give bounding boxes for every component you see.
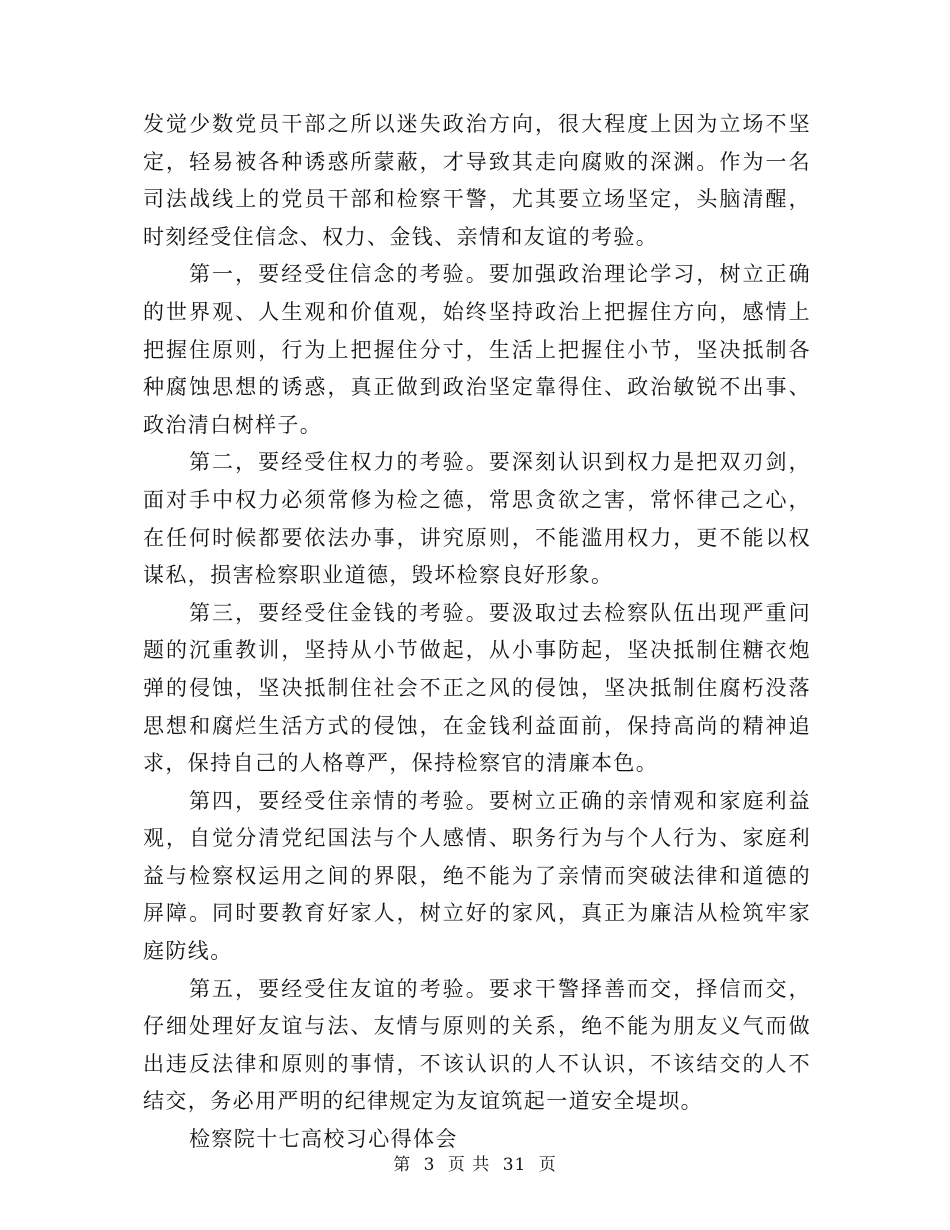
footer-suffix: 页 (538, 1155, 557, 1175)
paragraph-first: 第一，要经受住信念的考验。要加强政治理论学习，树立正确的世界观、人生观和价值观，始终坚持政治上把握住方向，感情上把握住原则，行为上把握住分寸，生活上把握住小节，坚决抵制各种腐蚀思想的诱惑，真正做到政治坚定靠得住、政治敏锐不出事、政治清白树样子。 (143, 262, 811, 437)
footer-current-page: 3 (423, 1155, 436, 1175)
paragraph-second: 第二，要经受住权力的考验。要深刻认识到权力是把双刃剑，面对手中权力必须常修为检之德，常思贪欲之害，常怀律己之心，在任何时候都要依法办事，讲究原则，不能滥用权力，更不能以权谋私，损害检察职业道德，毁坏检察良好形象。 (143, 450, 811, 588)
page-footer (0, 1150, 950, 1175)
footer-middle: 页 共 (447, 1155, 491, 1175)
paragraph-intro: 发觉少数党员干部之所以迷失政治方向，很大程度上因为立场不坚定，轻易被各种诱惑所蒙蔽，才导致其走向腐败的深渊。作为一名司法战线上的党员干部和检察干警，尤其要立场坚定，头脑清醒，时刻经受住信念、权力、金钱、亲情和友谊的考验。 (143, 112, 811, 249)
paragraph-fourth: 第四，要经受住亲情的考验。要树立正确的亲情观和家庭利益观，自觉分清党纪国法与个人感情、职务行为与个人行为、家庭利益与检察权运用之间的界限，绝不能为了亲情而突破法律和道德的屏障。同时要教育好家人，树立好的家风，真正为廉洁从检筑牢家庭防线。 (143, 788, 811, 964)
footer-prefix: 第 (393, 1155, 412, 1175)
section-heading: 检察院十七高校习心得体会 (189, 1127, 458, 1152)
paragraph-third: 第三，要经受住金钱的考验。要汲取过去检察队伍出现严重问题的沉重教训，坚持从小节做起，从小事防起，坚决抵制住糖衣炮弹的侵蚀，坚决抵制住社会不正之风的侵蚀，坚决抵制住腐朽没落思想和腐烂生活方式的侵蚀，在金钱利益面前，保持高尚的精神追求，保持自己的人格尊严，保持检察官的清廉本色。 (143, 600, 811, 776)
document-body (143, 106, 811, 1159)
footer-total-pages: 31 (502, 1155, 527, 1175)
paragraph-fifth: 第五，要经受住友谊的考验。要求干警择善而交，择信而交，仔细处理好友谊与法、友情与原则的关系，绝不能为朋友义气而做出违反法律和原则的事情，不该认识的人不认识，不该结交的人不结交，务必用严明的纪律规定为友谊筑起一道安全堤坝。 (143, 976, 811, 1114)
